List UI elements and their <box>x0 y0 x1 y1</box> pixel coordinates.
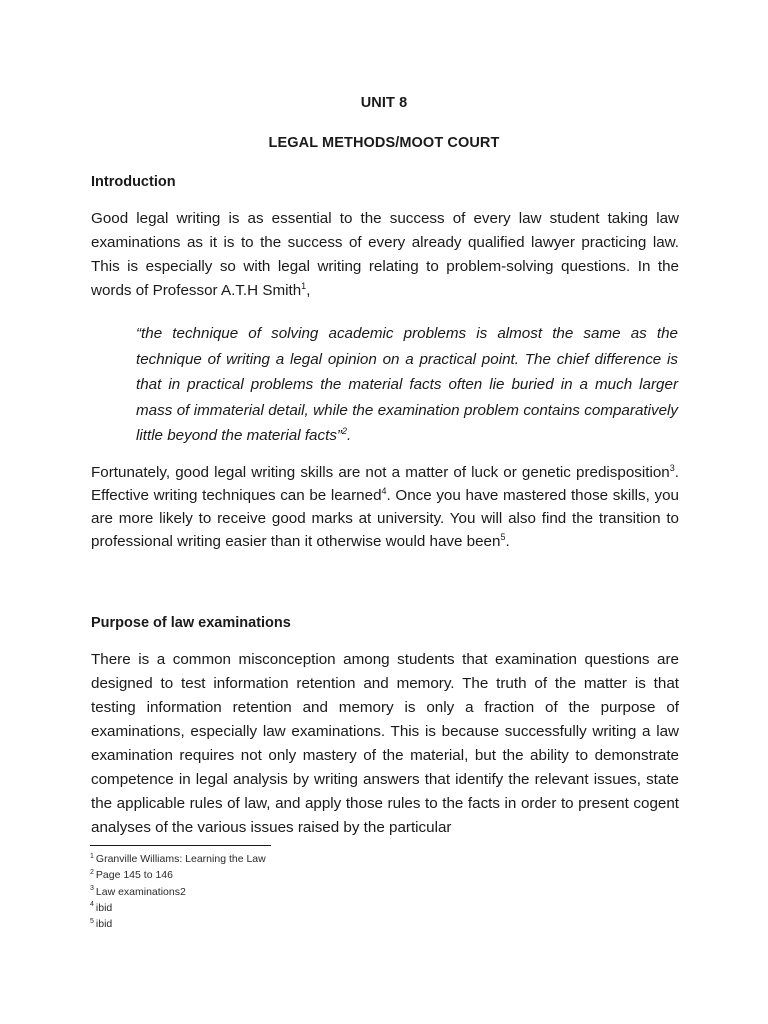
footnote-mark: 5 <box>90 917 94 925</box>
course-title: LEGAL METHODS/MOOT COURT <box>268 135 500 151</box>
section-heading-introduction: Introduction <box>91 174 176 190</box>
footnote-reference[interactable]: 4 <box>381 485 387 496</box>
footnote-reference[interactable]: 5 <box>500 531 506 542</box>
footnote-reference[interactable]: 2 <box>341 425 347 436</box>
footnote-item <box>90 867 266 883</box>
paragraph-text: , <box>306 282 311 299</box>
quote-punctuation: . <box>347 427 352 444</box>
paragraph-text: Fortunately, good legal writing skills are not a matter of luck or genetic predisposition <box>91 464 670 481</box>
purpose-paragraph: There is a common misconception among students that examination questions are designed to test information retention and memory. The truth of the matter is that testing information retention and memory is only a fraction of the purpose of examinations, especially law examinations. This is because successfully writing a law examination requires not only mastery of the material, but the ability to demonstrate competence in legal analysis by writing answers that identify the relevant issues, state the applicable rules of law, and apply those rules to the facts in order to present cogent analyses of the various issues raised by the particular <box>91 651 679 836</box>
quote-text: “the technique of solving academic problems is almost the same as the technique of writing a legal opinion on a practical point. The chief difference is that in practical problems the material facts often lie buried in a much larger mass of immaterial detail, while the examination problem contains comparatively little beyond the material facts” <box>136 325 678 444</box>
footnote-item <box>90 900 266 916</box>
paragraph-text: Good legal writing is as essential to the success of every law student taking law examinations as it is to the success of every already qualified lawyer practicing law. This is especially so with legal writing relating to problem-solving questions. In the words of Professor A.T.H Smith <box>91 210 679 299</box>
paragraph-text: . Once you have mastered those skills, you are more likely to receive good marks at university. You will also find the transition to professional writing easier than it otherwise would have been <box>91 487 679 550</box>
footnote-mark: 3 <box>90 885 94 893</box>
block-quote <box>136 321 678 449</box>
footnote-mark: 1 <box>90 852 94 860</box>
footnote-text: Granville Williams: Learning the Law <box>95 853 266 865</box>
footnote-reference[interactable]: 3 <box>669 462 675 473</box>
introduction-paragraph-2 <box>91 461 679 553</box>
introduction-paragraph-1 <box>91 207 679 303</box>
footnotes-list <box>90 851 266 932</box>
footnote-mark: 2 <box>90 868 94 876</box>
paragraph-text: . <box>505 533 510 550</box>
footnote-item <box>90 916 266 932</box>
paragraph-text: . Effective writing techniques can be learned <box>91 464 679 504</box>
footnote-text: ibid <box>95 901 113 914</box>
footnote-text: Law examinations2 <box>95 885 186 898</box>
unit-title: UNIT 8 <box>360 95 408 111</box>
section-heading-purpose: Purpose of law examinations <box>91 615 291 631</box>
footnote-reference[interactable]: 1 <box>301 280 307 291</box>
footnote-item <box>90 884 266 900</box>
footnote-mark: 4 <box>90 901 94 909</box>
footnote-text: ibid <box>95 918 113 931</box>
footnote-item <box>90 851 266 867</box>
footnote-text: Page 145 to 146 <box>95 869 173 882</box>
footnote-separator <box>90 845 271 846</box>
